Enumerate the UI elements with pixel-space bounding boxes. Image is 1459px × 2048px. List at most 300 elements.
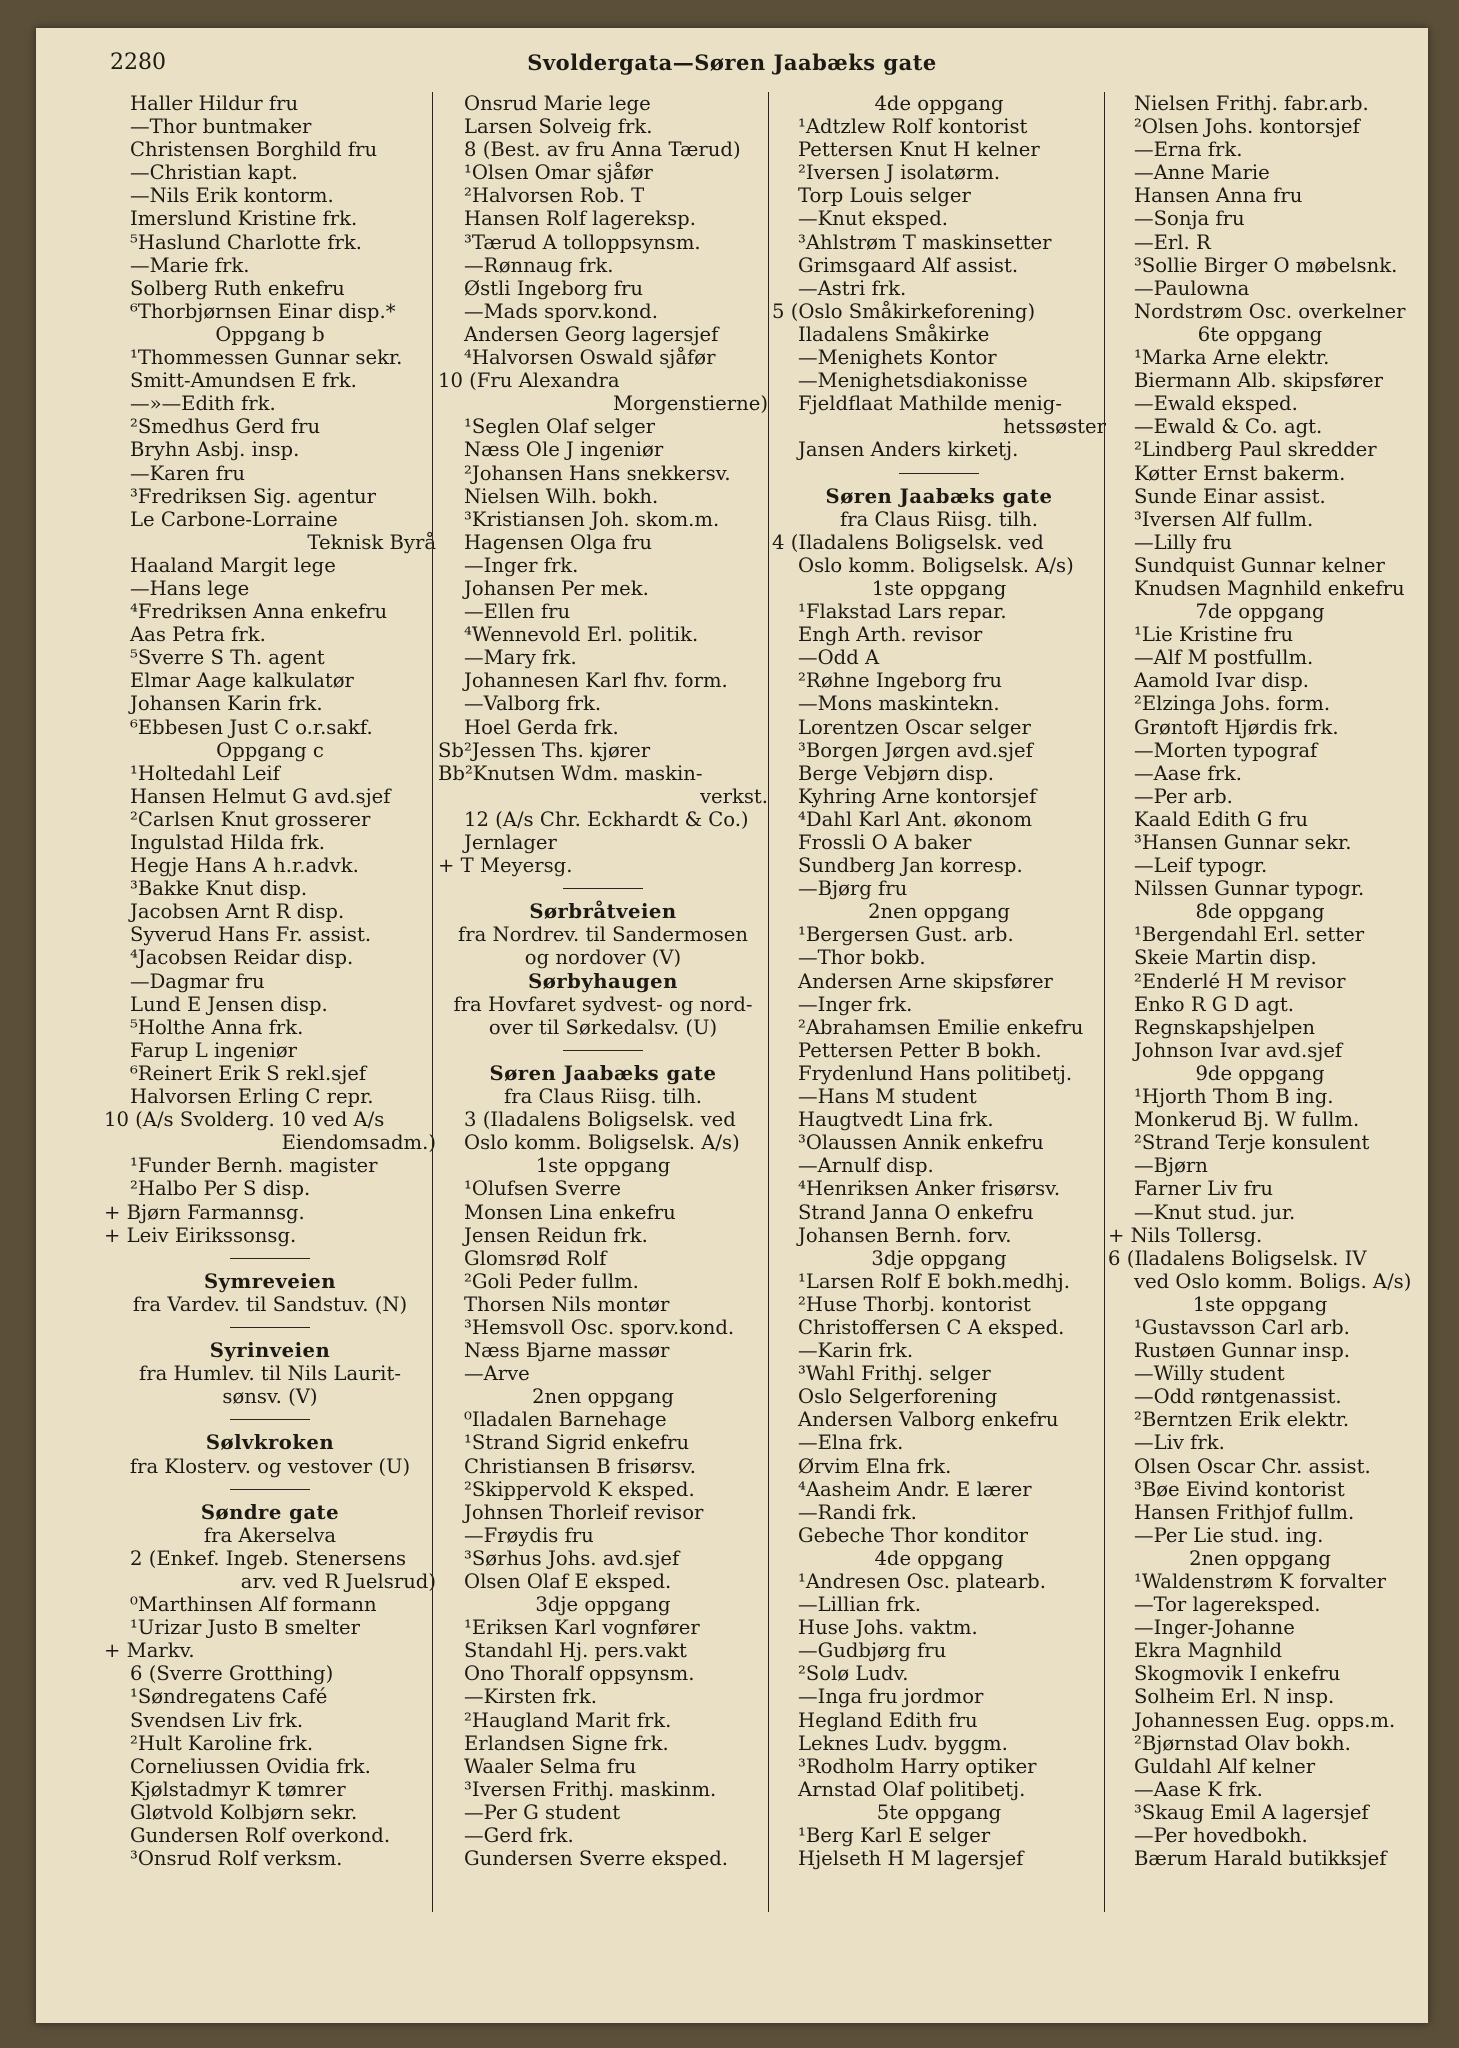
directory-entry: —Valborg frk. — [464, 692, 602, 716]
directory-entry: Engh Arth. revisor — [798, 623, 983, 647]
directory-entry: ¹Marka Arne elektr. — [1134, 346, 1330, 370]
street-heading: Søndre gate — [200, 1500, 340, 1524]
directory-entry: Østli Ingeborg fru — [464, 276, 643, 300]
directory-entry: —Inga fru jordmor — [798, 1685, 984, 1709]
directory-entry: Johnson Ivar avd.sjef — [1134, 1038, 1343, 1062]
directory-entry: Christoffersen C A eksped. — [798, 1315, 1065, 1339]
directory-entry: Haugtvedt Lina frk. — [798, 1108, 994, 1132]
directory-entry: —Lillian frk. — [798, 1593, 921, 1617]
directory-entry: ³Hemsvoll Osc. sporv.kond. — [464, 1315, 735, 1339]
directory-entry: ⁴Dahl Karl Ant. økonom — [798, 807, 1033, 831]
directory-entry: —Mary frk. — [464, 646, 577, 670]
section-divider — [104, 1408, 436, 1431]
entry-subheading: sønsv. (V) — [222, 1385, 318, 1409]
directory-entry: Smitt-Amundsen E frk. — [130, 369, 357, 393]
directory-entry: 3 (Iladalens Boligselsk. ved — [464, 1108, 736, 1132]
directory-entry: Elmar Aage kalkulatør — [130, 669, 354, 693]
directory-entry: —Bjørg fru — [798, 877, 908, 901]
directory-entry: Lorentzen Oscar selger — [798, 715, 1031, 739]
directory-entry: Nielsen Wilh. bokh. — [464, 484, 659, 508]
directory-entry: ⁴Aasheim Andr. E lærer — [798, 1477, 1032, 1501]
directory-entry: 6 (Sverre Grotthing) — [130, 1662, 334, 1686]
directory-entry: Le Carbone-Lorraine — [130, 507, 338, 531]
directory-entry: Hagensen Olga fru — [464, 530, 653, 554]
directory-entry: ¹Urizar Justo B smelter — [130, 1616, 360, 1640]
street-heading: Søren Jaabæks gate — [489, 1061, 717, 1085]
directory-entry: Christiansen B frisørsv. — [464, 1454, 696, 1478]
directory-entry: ¹Strand Sigrid enkefru — [464, 1431, 690, 1455]
entry-subheading: 3dje oppgang — [871, 1246, 1007, 1270]
directory-entry: Jensen Reidun frk. — [464, 1223, 648, 1247]
directory-entry: ³Fredriksen Sig. agentur — [130, 484, 376, 508]
directory-entry: ²Goli Peder fullm. — [464, 1269, 639, 1293]
page-number: 2280 — [110, 50, 166, 75]
directory-entry: Monkerud Bj. W fullm. — [1134, 1108, 1360, 1132]
entry-subheading: 3dje oppgang — [535, 1593, 671, 1617]
directory-entry: ¹Bergersen Gust. arb. — [798, 923, 1014, 947]
directory-entry: —Hans lege — [130, 576, 250, 600]
directory-entry: Pettersen Knut H kelner — [798, 138, 1040, 162]
directory-entry: —Per Lie stud. ing. — [1134, 1523, 1324, 1547]
directory-entry: —Hans M student — [798, 1085, 977, 1109]
directory-entry: 12 (A/s Chr. Eckhardt & Co.) — [464, 807, 749, 831]
column-divider — [1104, 92, 1105, 1912]
directory-entry: Andersen Arne skipsfører — [798, 969, 1053, 993]
directory-entry: Køtter Ernst bakerm. — [1134, 461, 1346, 485]
directory-entry: Pettersen Petter B bokh. — [798, 1038, 1042, 1062]
directory-entry: —Menighets Kontor — [798, 346, 997, 370]
directory-entry: ⁴Wennevold Erl. politik. — [464, 623, 699, 647]
directory-entry: —Paulowna — [1134, 276, 1250, 300]
entry-subheading: 4de oppgang — [874, 1546, 1004, 1570]
directory-entry: Bb²Knutsen Wdm. maskin- — [438, 761, 703, 785]
street-heading: Sørbyhaugen — [528, 969, 678, 993]
directory-entry: Skogmovik I enkefru — [1134, 1662, 1341, 1686]
directory-entry: + Bjørn Farmannsg. — [104, 1200, 305, 1224]
section-divider — [104, 1478, 436, 1501]
entry-subheading: fra Claus Riisg. tilh. — [504, 1085, 702, 1109]
directory-entry: Nilssen Gunnar typogr. — [1134, 877, 1365, 901]
directory-entry: ⁵Sverre S Th. agent — [130, 646, 325, 670]
entry-subheading: 9de oppgang — [1195, 1061, 1325, 1085]
directory-entry: ⁶Ebbesen Just C o.r.sakf. — [130, 715, 373, 739]
directory-entry: —Per hovedbokh. — [1134, 1824, 1308, 1848]
directory-entry: ³Tærud A tolloppsynsm. — [464, 230, 701, 254]
directory-entry: —Astri frk. — [798, 276, 907, 300]
directory-entry: ¹Gustavsson Carl arb. — [1134, 1315, 1350, 1339]
directory-entry: Andersen Georg lagersjef — [464, 322, 719, 346]
directory-entry: Andersen Valborg enkefru — [798, 1408, 1059, 1432]
directory-entry: Fjeldflaat Mathilde menig- — [798, 392, 1062, 416]
directory-entry: Biermann Alb. skipsfører — [1134, 369, 1383, 393]
directory-entry: Sb²Jessen Ths. kjører — [438, 738, 651, 762]
directory-entry: Halvorsen Erling C repr. — [130, 1085, 374, 1109]
section-divider — [438, 877, 768, 900]
directory-entry: Ørvim Elna frk. — [798, 1454, 952, 1478]
column-1 — [104, 92, 436, 1922]
directory-entry: ⁶Reinert Erik S rekl.sjef — [130, 1061, 367, 1085]
directory-entry: ¹Søndregatens Café — [130, 1685, 328, 1709]
directory-entry: Bærum Harald butikksjef — [1134, 1847, 1387, 1871]
directory-entry: Waaler Selma fru — [464, 1754, 637, 1778]
directory-entry: —Thor bokb. — [798, 946, 926, 970]
directory-entry: Grimsgaard Alf assist. — [798, 253, 1019, 277]
directory-entry: —Thor buntmaker — [130, 115, 312, 139]
directory-entry: ²Enderlé H M revisor — [1134, 969, 1346, 993]
directory-entry: ²Lindberg Paul skredder — [1134, 438, 1377, 462]
directory-entry: —Aase frk. — [1134, 761, 1243, 785]
directory-entry: —Gudbjørg fru — [798, 1639, 947, 1663]
directory-entry: Jernlager — [464, 831, 557, 854]
column-2 — [438, 92, 768, 1922]
column-divider — [768, 92, 769, 1912]
column-4 — [1108, 92, 1412, 1922]
entry-subheading: fra Hovfaret sydvest- og nord- — [453, 992, 753, 1016]
directory-entry: ³Sørhus Johs. avd.sjef — [464, 1546, 680, 1570]
directory-entry: ¹Flakstad Lars repar. — [798, 600, 1007, 624]
directory-entry: Onsrud Marie lege — [464, 92, 651, 115]
directory-entry: arv. ved R Juelsrud) — [240, 1570, 436, 1593]
directory-entry: —Marie frk. — [130, 253, 250, 277]
directory-entry: 2 (Enkef. Ingeb. Stenersens — [130, 1546, 407, 1570]
directory-entry: Syverud Hans Fr. assist. — [130, 923, 372, 947]
directory-entry: ²Halbo Per S disp. — [130, 1177, 311, 1201]
entry-subheading: 1ste oppgang — [1192, 1292, 1328, 1316]
directory-entry: Gebeche Thor konditor — [798, 1523, 1029, 1547]
directory-entry: ²Smedhus Gerd fru — [130, 415, 321, 439]
directory-entry: Hjelseth H M lagersjef — [798, 1847, 1024, 1871]
directory-entry: 10 (Fru Alexandra — [438, 369, 620, 393]
entry-subheading: fra Claus Riisg. tilh. — [840, 507, 1038, 531]
directory-entry: Huse Johs. vaktm. — [798, 1616, 978, 1640]
directory-entry: Guldahl Alf kelner — [1134, 1754, 1316, 1778]
directory-entry: Aamold Ivar disp. — [1134, 669, 1309, 693]
directory-entry: —Sonja fru — [1134, 207, 1245, 231]
directory-entry: ¹Andresen Osc. platearb. — [798, 1570, 1046, 1593]
directory-entry: ²Johansen Hans snekkersv. — [464, 461, 731, 485]
directory-entry: —Per arb. — [1134, 784, 1233, 808]
directory-entry: + Leiv Eirikssonsg. — [104, 1223, 297, 1247]
page-header — [36, 50, 1428, 86]
directory-entry: ²Bjørnstad Olav bokh. — [1134, 1731, 1351, 1755]
directory-entry: —Ellen fru — [464, 600, 571, 624]
directory-entry: ved Oslo komm. Boligs. A/s) — [1134, 1269, 1412, 1293]
directory-entry: Sundberg Jan korresp. — [798, 854, 1023, 878]
directory-entry: 10 (A/s Svolderg. 10 ved A/s — [104, 1108, 385, 1132]
directory-entry: —Liv frk. — [1134, 1431, 1225, 1455]
entry-subheading: Oppgang c — [216, 738, 324, 762]
entry-subheading: 5te oppgang — [876, 1800, 1002, 1824]
directory-entry: Regnskapshjelpen — [1134, 1015, 1316, 1039]
directory-entry: Frossli O A baker — [798, 831, 972, 854]
directory-entry: —Inger-Johanne — [1134, 1616, 1295, 1640]
entry-subheading: 7de oppgang — [1195, 600, 1325, 624]
entry-subheading: 2nen oppgang — [868, 900, 1010, 924]
directory-entry: ¹Lie Kristine fru — [1134, 623, 1294, 647]
directory-entry: —Morten typograf — [1134, 738, 1318, 762]
directory-entry: Leknes Ludv. byggm. — [798, 1731, 1008, 1755]
directory-entry: Hoel Gerda frk. — [464, 715, 619, 739]
directory-entry: verkst. — [699, 784, 768, 808]
entry-subheading: fra Nordrev. til Sandermosen — [457, 923, 749, 947]
directory-entry: —Rønnaug frk. — [464, 253, 614, 277]
directory-entry: —Knut stud. jur. — [1134, 1200, 1296, 1224]
directory-entry: Imerslund Kristine frk. — [130, 207, 358, 231]
directory-entry: —Karin frk. — [798, 1339, 914, 1363]
directory-entry: Johnsen Thorleif revisor — [464, 1500, 704, 1524]
running-title: Svoldergata—Søren Jaabæks gate — [527, 50, 937, 75]
directory-entry: —Tor lagereksped. — [1134, 1593, 1321, 1617]
column-3 — [772, 92, 1106, 1922]
directory-entry: ¹Olufsen Sverre — [464, 1177, 621, 1201]
directory-entry: ¹Hjorth Thom B ing. — [1134, 1085, 1334, 1109]
directory-entry: Christensen Borghild fru — [130, 138, 378, 162]
directory-entry: —Dagmar fru — [130, 969, 265, 993]
directory-entry: —Ewald eksped. — [1134, 392, 1298, 416]
directory-entry: ¹Berg Karl E selger — [798, 1824, 991, 1848]
directory-entry: ²Abrahamsen Emilie enkefru — [798, 1015, 1084, 1039]
directory-entry: ¹Adtzlew Rolf kontorist — [798, 115, 1028, 139]
directory-entry: —Kirsten frk. — [464, 1685, 597, 1709]
directory-entry: —Inger frk. — [464, 553, 579, 577]
entry-subheading: 6te oppgang — [1197, 322, 1323, 346]
directory-entry: ¹Olsen Omar sjåfør — [464, 161, 653, 185]
directory-entry: —Erna frk. — [1134, 138, 1243, 162]
directory-entry: Kyhring Arne kontorsjef — [798, 784, 1037, 808]
directory-entry: ³Rodholm Harry optiker — [798, 1754, 1037, 1778]
entry-subheading: 4de oppgang — [874, 92, 1004, 115]
directory-entry: Corneliussen Ovidia frk. — [130, 1754, 371, 1778]
directory-entry: Knudsen Magnhild enkefru — [1134, 576, 1405, 600]
entry-subheading: fra Klosterv. og vestover (U) — [129, 1454, 411, 1478]
entry-subheading: 2nen oppgang — [532, 1385, 674, 1409]
directory-entry: ¹Seglen Olaf selger — [464, 415, 656, 439]
directory-entry: ⁴Jacobsen Reidar disp. — [130, 946, 354, 970]
directory-entry: —Gerd frk. — [464, 1824, 574, 1848]
directory-entry: ³Ahlstrøm T maskinsetter — [798, 230, 1052, 254]
directory-entry: ¹Thommessen Gunnar sekr. — [130, 346, 403, 370]
directory-entry: Farner Liv fru — [1134, 1177, 1273, 1201]
directory-entry: ⁴Halvorsen Oswald sjåfør — [464, 346, 716, 370]
directory-entry: Hegje Hans A h.r.advk. — [130, 854, 359, 878]
directory-entry: 6 (Iladalens Boligselsk. IV — [1108, 1246, 1367, 1270]
directory-entry: Gundersen Rolf overkond. — [130, 1824, 391, 1848]
directory-entry: —Karen fru — [130, 461, 245, 485]
directory-entry: ³Bakke Knut disp. — [130, 877, 308, 901]
directory-entry: Solberg Ruth enkefru — [130, 276, 345, 300]
directory-entry: ³Iversen Alf fullm. — [1134, 507, 1314, 531]
directory-entry: —Arve — [464, 1362, 530, 1386]
directory-entry: —Arnulf disp. — [798, 1154, 934, 1178]
directory-entry: —Knut eksped. — [798, 207, 949, 231]
directory-entry: Eiendomsadm.) — [281, 1131, 436, 1155]
directory-entry: Solheim Erl. N insp. — [1134, 1685, 1335, 1709]
directory-entry: —Odd A — [798, 646, 880, 670]
directory-entry: ³Sollie Birger O møbelsnk. — [1134, 253, 1398, 277]
directory-entry: —Nils Erik kontorm. — [130, 184, 334, 208]
entry-subheading: 2nen oppgang — [1189, 1546, 1331, 1570]
directory-entry: Kjølstadmyr K tømrer — [130, 1777, 346, 1801]
directory-entry: 8 (Best. av fru Anna Tærud) — [464, 138, 741, 162]
directory-entry: Hansen Rolf lagereksp. — [464, 207, 696, 231]
directory-entry: Enko R G D agt. — [1134, 992, 1294, 1016]
directory-entry: ⁴Fredriksen Anna enkefru — [130, 600, 388, 624]
directory-entry: Næss Ole J ingeniør — [464, 438, 664, 462]
directory-entry: ⁴Henriksen Anker frisørsv. — [798, 1177, 1061, 1201]
street-heading: Syrinveien — [209, 1339, 331, 1363]
directory-entry: Ono Thoralf oppsynsm. — [464, 1662, 695, 1686]
directory-entry: Gløtvold Kolbjørn sekr. — [130, 1800, 358, 1824]
directory-entry: ²Strand Terje konsulent — [1134, 1131, 1370, 1155]
directory-entry: —Lilly fru — [1134, 530, 1232, 554]
directory-entry: Frydenlund Hans politibetj. — [798, 1061, 1073, 1085]
directory-entry: ¹Eriksen Karl vognfører — [464, 1616, 700, 1640]
directory-entry: Johannessen Eug. opps.m. — [1134, 1708, 1396, 1732]
directory-entry: Hansen Frithjof fullm. — [1134, 1500, 1355, 1524]
directory-entry: ²Solø Ludv. — [798, 1662, 909, 1686]
entry-subheading: fra Humlev. til Nils Laurit- — [139, 1362, 401, 1386]
directory-entry: Ekra Magnhild — [1134, 1639, 1283, 1663]
directory-entry: ³Onsrud Rolf verksm. — [130, 1847, 343, 1871]
directory-entry: Johannesen Karl fhv. form. — [464, 669, 728, 693]
directory-entry: ²Olsen Johs. kontorsjef — [1134, 115, 1360, 139]
directory-entry: —Willy student — [1134, 1362, 1285, 1386]
section-divider — [104, 1247, 436, 1270]
directory-entry: —Aase K frk. — [1134, 1777, 1263, 1801]
street-heading: Sørbråtveien — [529, 900, 677, 924]
street-heading: Sølvkroken — [205, 1431, 335, 1455]
section-divider — [104, 1316, 436, 1339]
directory-entry: Strand Janna O enkefru — [798, 1200, 1034, 1224]
directory-entry: ³Borgen Jørgen avd.sjef — [798, 738, 1033, 762]
directory-entry: Johansen Per mek. — [464, 576, 649, 600]
directory-entry: —Per G student — [464, 1800, 621, 1824]
directory-entry: ³Wahl Frithj. selger — [798, 1362, 991, 1386]
directory-entry: ²Iversen J isolatørm. — [798, 161, 1001, 185]
directory-entry: Glomsrød Rolf — [464, 1246, 607, 1270]
directory-entry: Johansen Karin frk. — [130, 692, 323, 716]
directory-entry: ²Haugland Marit frk. — [464, 1708, 672, 1732]
directory-entry: 4 (Iladalens Boligselsk. ved — [772, 530, 1044, 554]
directory-entry: + Markv. — [104, 1639, 195, 1663]
directory-entry: ⁰Marthinsen Alf formann — [130, 1593, 377, 1617]
directory-entry: ³Hansen Gunnar sekr. — [1134, 831, 1352, 854]
directory-entry: Haaland Margit lege — [130, 553, 336, 577]
section-divider — [438, 1039, 768, 1062]
directory-entry: ²Elzinga Johs. form. — [1134, 692, 1331, 716]
directory-entry: Svendsen Liv frk. — [130, 1708, 304, 1732]
directory-entry: Farup L ingeniør — [130, 1038, 298, 1062]
directory-entry: + T Meyersg. — [438, 854, 573, 878]
directory-entry: Sundquist Gunnar kelner — [1134, 553, 1385, 577]
entry-subheading: og nordover (V) — [524, 946, 682, 970]
directory-entry: hetssøster — [1003, 415, 1106, 439]
directory-entry: Ingulstad Hilda frk. — [130, 831, 325, 854]
directory-entry: ⁶Thorbjørnsen Einar disp.* — [130, 299, 396, 323]
directory-entry: ³Skaug Emil A lagersjef — [1134, 1800, 1369, 1824]
directory-entry: Berge Vebjørn disp. — [798, 761, 994, 785]
directory-entry: Kaald Edith G fru — [1134, 807, 1308, 831]
directory-entry: —Bjørn — [1134, 1154, 1208, 1178]
directory-entry: ¹Bergendahl Erl. setter — [1134, 923, 1365, 947]
directory-entry: ¹Funder Bernh. magister — [130, 1154, 378, 1178]
directory-entry: —Menighetsdiakonisse — [798, 369, 1028, 393]
directory-entry: —Elna frk. — [798, 1431, 904, 1455]
directory-entry: ²Berntzen Erik elektr. — [1134, 1408, 1350, 1432]
directory-entry: Oslo komm. Boligselsk. A/s) — [464, 1131, 740, 1155]
directory-entry: Haller Hildur fru — [130, 92, 299, 115]
directory-entry: + Nils Tollersg. — [1108, 1223, 1263, 1247]
directory-entry: Rustøen Gunnar insp. — [1134, 1339, 1351, 1363]
street-heading: Symreveien — [203, 1269, 337, 1293]
directory-entry: Hansen Helmut G avd.sjef — [130, 784, 391, 808]
directory-entry: Larsen Solveig frk. — [464, 115, 653, 139]
entry-subheading: fra Vardev. til Sandstuv. (N) — [132, 1292, 408, 1316]
directory-entry: ³Olaussen Annik enkefru — [798, 1131, 1044, 1155]
directory-entry: —Odd røntgenassist. — [1134, 1385, 1342, 1409]
entry-subheading: 1ste oppgang — [871, 576, 1007, 600]
directory-entry: ²Hult Karoline frk. — [130, 1731, 314, 1755]
directory-entry: ⁵Holthe Anna frk. — [130, 1015, 304, 1039]
directory-entry: ²Skippervold K eksped. — [464, 1477, 695, 1501]
directory-entry: —Erl. R — [1134, 230, 1211, 254]
directory-entry: Olsen Oscar Chr. assist. — [1134, 1454, 1371, 1478]
directory-entry: Skeie Martin disp. — [1134, 946, 1317, 970]
directory-entry: 5 (Oslo Småkirkeforening) — [772, 299, 1036, 323]
directory-entry: ²Carlsen Knut grosserer — [130, 807, 371, 831]
directory-entry: Aas Petra frk. — [130, 623, 266, 647]
directory-entry: Teknisk Byrå — [307, 530, 436, 554]
column-divider — [432, 92, 433, 1912]
directory-entry: Torp Louis selger — [798, 184, 971, 208]
directory-entry: ²Røhne Ingeborg fru — [798, 669, 1003, 693]
directory-entry: Morgenstierne) — [613, 392, 768, 416]
directory-entry: —Ewald & Co. agt. — [1134, 415, 1323, 439]
directory-entry: ¹Waldenstrøm K forvalter — [1134, 1570, 1387, 1593]
directory-entry: Olsen Olaf E eksped. — [464, 1570, 672, 1593]
directory-entry: Thorsen Nils montør — [464, 1292, 670, 1316]
entry-subheading: 8de oppgang — [1195, 900, 1325, 924]
directory-entry: Jansen Anders kirketj. — [798, 438, 1019, 462]
directory-entry: Erlandsen Signe frk. — [464, 1731, 669, 1755]
directory-entry: Oslo komm. Boligselsk. A/s) — [798, 553, 1074, 577]
street-heading: Søren Jaabæks gate — [825, 484, 1053, 508]
directory-entry: Nielsen Frithj. fabr.arb. — [1134, 92, 1369, 115]
directory-entry: Næss Bjarne massør — [464, 1339, 670, 1363]
directory-entry: Hansen Anna fru — [1134, 184, 1303, 208]
directory-entry: —Alf M postfullm. — [1134, 646, 1314, 670]
directory-entry: Oslo Selgerforening — [798, 1385, 998, 1409]
directory-entry: —»—Edith frk. — [130, 392, 276, 416]
directory-entry: ²Huse Thorbj. kontorist — [798, 1292, 1031, 1316]
directory-entry: —Inger frk. — [798, 992, 913, 1016]
directory-entry: Grøntoft Hjørdis frk. — [1134, 715, 1339, 739]
directory-entry: Iladalens Småkirke — [798, 322, 990, 346]
directory-entry: Hegland Edith fru — [798, 1708, 978, 1732]
directory-entry: —Anne Marie — [1134, 161, 1270, 185]
directory-entry: Arnstad Olaf politibetj. — [798, 1777, 1026, 1801]
directory-entry: ³Iversen Frithj. maskinm. — [464, 1777, 717, 1801]
directory-entry: Bryhn Asbj. insp. — [130, 438, 300, 462]
directory-entry: Sunde Einar assist. — [1134, 484, 1326, 508]
directory-entry: Nordstrøm Osc. overkelner — [1134, 299, 1406, 323]
directory-entry: —Leif typogr. — [1134, 854, 1268, 878]
directory-entry: —Frøydis fru — [464, 1523, 594, 1547]
directory-entry: ³Bøe Eivind kontorist — [1134, 1477, 1345, 1501]
directory-entry: Lund E Jensen disp. — [130, 992, 328, 1016]
directory-entry: Jacobsen Arnt R disp. — [130, 900, 345, 924]
directory-entry: —Christian kapt. — [130, 161, 298, 185]
